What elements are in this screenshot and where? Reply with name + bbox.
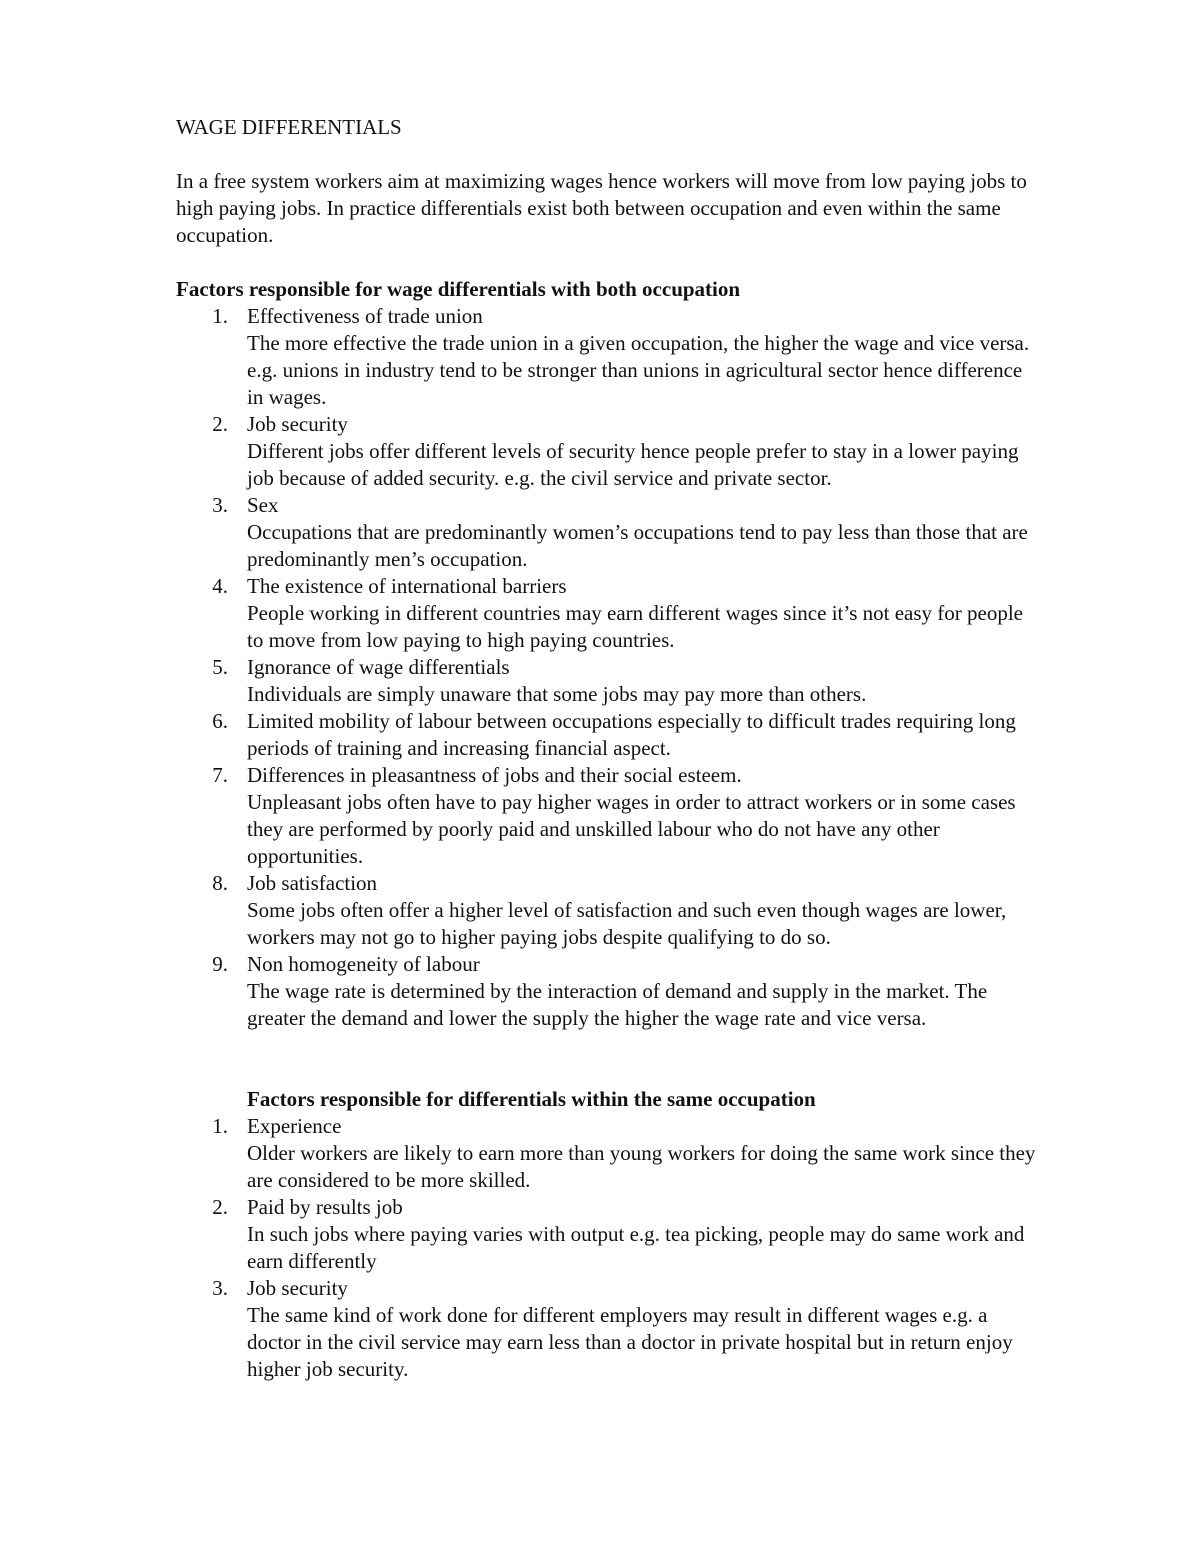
item-number: 4. — [212, 574, 228, 598]
list-item — [176, 411, 1036, 492]
item-number: 3. — [212, 1276, 228, 1300]
item-number: 7. — [212, 763, 228, 787]
item-title: Effectiveness of trade union — [247, 304, 483, 328]
list-item — [176, 1194, 1036, 1275]
factor-list-between-occupations — [176, 303, 1036, 1032]
item-title: Differences in pleasantness of jobs and their social esteem. — [247, 763, 742, 787]
item-number: 6. — [212, 709, 228, 733]
item-description: People working in different countries may earn different wages since it’s not easy for people to move from low paying to high paying countries. — [247, 601, 1023, 652]
factor-list-within-occupation — [176, 1113, 1036, 1383]
item-description: Different jobs offer different levels of security hence people prefer to stay in a lower paying job because of added security. e.g. the civil service and private sector. — [247, 439, 1019, 490]
document-page — [176, 114, 1036, 1383]
item-description: Older workers are likely to earn more than young workers for doing the same work since they are considered to be more skilled. — [247, 1141, 1036, 1192]
item-title: Ignorance of wage differentials — [247, 655, 510, 679]
item-title: Job security — [247, 412, 348, 436]
item-title: The existence of international barriers — [247, 574, 567, 598]
list-item — [176, 573, 1036, 654]
item-title: Job satisfaction — [247, 871, 378, 895]
list-item — [176, 1113, 1036, 1194]
section-heading-within-occupation: Factors responsible for differentials within the same occupation — [247, 1087, 816, 1111]
list-item — [176, 1275, 1036, 1383]
item-title: Sex — [247, 493, 279, 517]
item-number: 2. — [212, 412, 228, 436]
list-item — [176, 870, 1036, 951]
item-title: Job security — [247, 1276, 348, 1300]
list-item — [176, 708, 1036, 762]
item-number: 2. — [212, 1195, 228, 1219]
item-title: Non homogeneity of labour — [247, 952, 480, 976]
list-item — [176, 951, 1036, 1032]
item-number: 3. — [212, 493, 228, 517]
item-number: 1. — [212, 304, 228, 328]
list-item — [176, 654, 1036, 708]
list-item — [176, 492, 1036, 573]
item-title: Paid by results job — [247, 1195, 403, 1219]
item-number: 1. — [212, 1114, 228, 1138]
item-title: Experience — [247, 1114, 342, 1138]
item-description: Unpleasant jobs often have to pay higher wages in order to attract workers or in some cases they are performed by poorly paid and unskilled labour who do not have any other opportunities. — [247, 790, 1016, 868]
item-description: The wage rate is determined by the interaction of demand and supply in the market. The greater the demand and lower the supply the higher the wage rate and vice versa. — [247, 979, 988, 1030]
item-description: The same kind of work done for different employers may result in different wages e.g. a doctor in the civil service may earn less than a doctor in private hospital but in return enjoy higher job security. — [247, 1303, 1013, 1381]
list-item — [176, 303, 1036, 411]
item-description: In such jobs where paying varies with output e.g. tea picking, people may do same work and earn differently — [247, 1222, 1025, 1273]
list-item — [176, 762, 1036, 870]
item-number: 8. — [212, 871, 228, 895]
item-description: Individuals are simply unaware that some jobs may pay more than others. — [247, 682, 867, 706]
item-title: Limited mobility of labour between occupations especially to difficult trades requiring long periods of training and increasing financial aspect. — [247, 709, 1016, 760]
section-heading-between-occupations: Factors responsible for wage differentials with both occupation — [176, 277, 741, 301]
item-description: Occupations that are predominantly women’s occupations tend to pay less than those that are predominantly men’s occupation. — [247, 520, 1028, 571]
item-description: Some jobs often offer a higher level of satisfaction and such even though wages are lower, workers may not go to higher paying jobs despite qualifying to do so. — [247, 898, 1007, 949]
item-number: 9. — [212, 952, 228, 976]
item-number: 5. — [212, 655, 228, 679]
item-description: The more effective the trade union in a given occupation, the higher the wage and vice versa. e.g. unions in industry tend to be stronger than unions in agricultural sector hence difference in wages. — [247, 331, 1030, 409]
document-title: WAGE DIFFERENTIALS — [176, 115, 402, 139]
intro-paragraph: In a free system workers aim at maximizing wages hence workers will move from low paying jobs to high paying jobs. In practice differentials exist both between occupation and even within the same occupation. — [176, 169, 1027, 247]
